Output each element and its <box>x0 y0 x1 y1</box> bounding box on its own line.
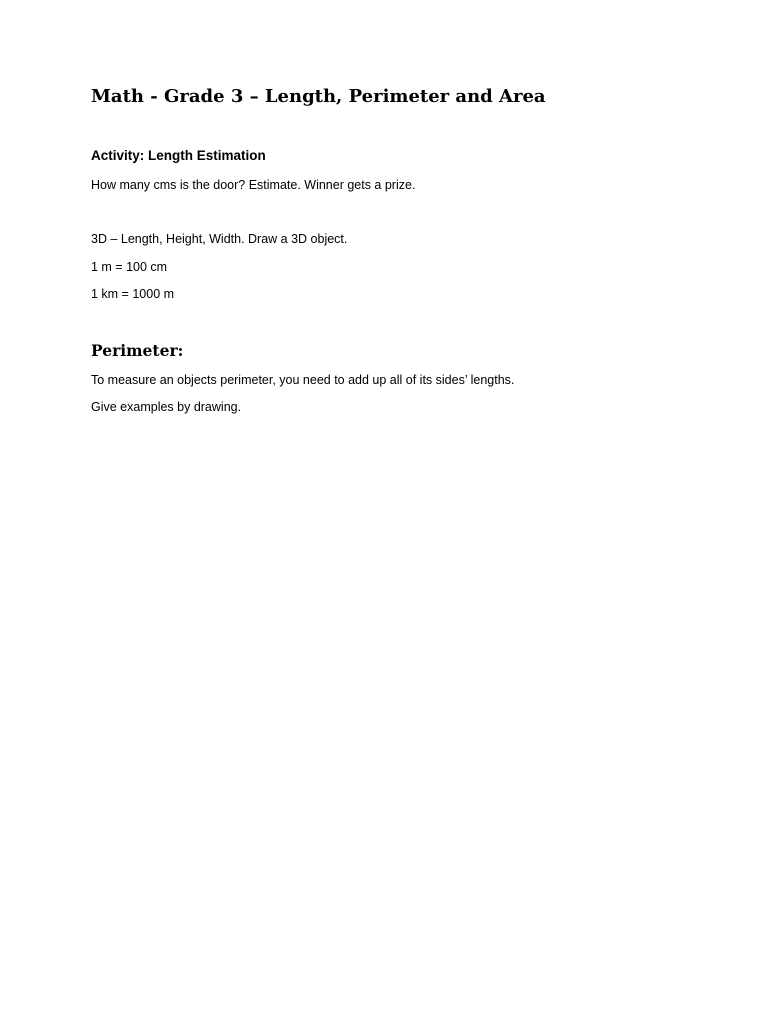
activity-text: How many cms is the door? Estimate. Winner gets a prize. <box>91 178 416 192</box>
perimeter-heading: Perimeter: <box>91 341 184 360</box>
document-title: Math - Grade 3 – Length, Perimeter and Area <box>91 86 546 107</box>
note-3d-dimensions: 3D – Length, Height, Width. Draw a 3D object. <box>91 232 348 246</box>
note-meter-conversion: 1 m = 100 cm <box>91 260 168 274</box>
perimeter-definition: To measure an objects perimeter, you need to add up all of its sides’ lengths. <box>91 373 515 387</box>
activity-heading: Activity: Length Estimation <box>91 148 266 163</box>
perimeter-instruction: Give examples by drawing. <box>91 400 242 414</box>
note-kilometer-conversion: 1 km = 1000 m <box>91 287 175 301</box>
